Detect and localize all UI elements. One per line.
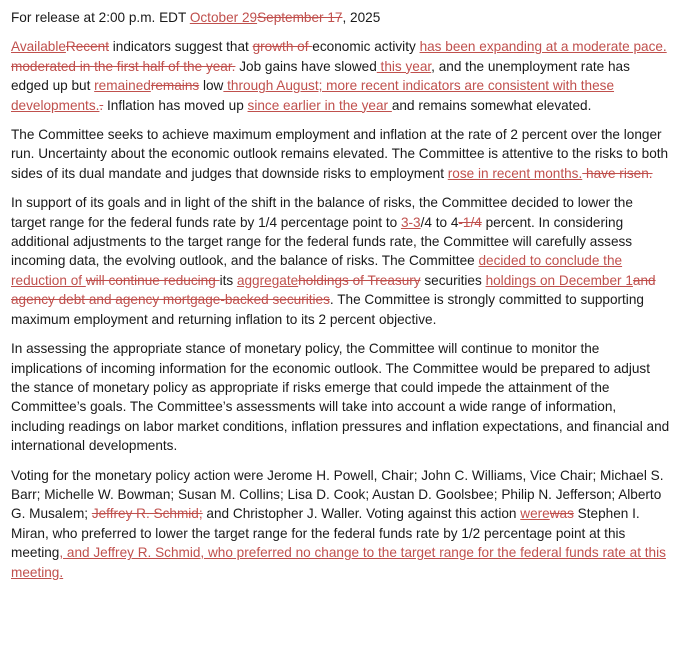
insertion: holdings on December 1: [485, 272, 633, 288]
insertion: were: [520, 506, 550, 522]
insertion: decided to conclude the reduction of: [11, 253, 623, 288]
paragraph-economic-activity: [11, 37, 670, 115]
deletion: was: [549, 506, 574, 522]
insertion: through August; more recent indicators are consistent with these developments.: [11, 78, 615, 113]
body-text: and remains somewhat elevated.: [391, 97, 592, 113]
paragraph-rate-decision: [11, 193, 670, 329]
body-text: economic activity: [312, 39, 420, 55]
release-year: , 2025: [342, 10, 381, 25]
deletion: will continue reducing: [85, 272, 220, 288]
insertion: rose in recent months.: [447, 165, 583, 181]
insertion: this year: [376, 58, 432, 74]
body-text: and Christopher J. Waller. Voting against this action: [202, 506, 521, 522]
deletion: growth of: [252, 39, 313, 55]
insertion: 3-3: [400, 214, 421, 230]
body-text: indicators suggest that: [109, 39, 253, 55]
body-text: /4 to 4: [420, 214, 459, 230]
insertion: remained: [94, 78, 151, 94]
deletion: and agency debt and agency mortgage-backed securities: [11, 272, 656, 308]
deletion: holdings of Treasury: [298, 272, 421, 288]
deletion: Jeffrey R. Schmid;: [91, 506, 203, 522]
insertion: has been expanding at a moderate pace.: [419, 39, 667, 55]
paragraph-voting: [11, 466, 670, 582]
deletion: have risen.: [582, 165, 653, 181]
deletion: moderated in the first half of the year.: [11, 58, 236, 74]
insertion: aggregate: [236, 272, 299, 288]
deletion: remains: [150, 78, 200, 94]
body-text: Inflation has moved up: [103, 97, 248, 113]
body-text: The Committee seeks to achieve maximum employment and inflation at the rate of 2 percent over the longer run. Uncertainty about the economic outlook remains elevated. The Committee is attentive to the risks to both sides of its dual mandate and judges that downside risks to employment: [11, 127, 669, 181]
body-text: , and the unemployment rate has edged up but: [11, 58, 630, 94]
paragraph-policy-stance: [11, 339, 670, 455]
insertion: since earlier in the year: [247, 97, 392, 113]
insertion: October 29: [189, 10, 258, 25]
deletion: Recent: [65, 39, 109, 55]
deletion: .: [99, 97, 104, 113]
body-text: low: [199, 78, 224, 94]
deletion: -1/4: [458, 214, 482, 230]
release-line: [11, 8, 670, 27]
body-text: percent. In considering additional adjustments to the target range for the federal funds rate, the Committee will carefully assess incoming data, the evolving outlook, and the balance of risks. The Committee: [11, 214, 633, 269]
body-text: In support of its goals and in light of the shift in the balance of risks, the Committee decided to lower the target range for the federal funds rate by 1/4 percentage point to: [11, 195, 633, 230]
deletion: September 17: [257, 10, 343, 25]
insertion: , and Jeffrey R. Schmid, who preferred no change to the target range for the federal funds rate at this meeting.: [11, 545, 666, 580]
paragraph-dual-mandate: [11, 125, 670, 183]
insertion: Available: [11, 39, 66, 55]
body-text: Job gains have slowed: [235, 58, 377, 74]
body-text: securities: [420, 272, 486, 288]
body-text: Voting for the monetary policy action were Jerome H. Powell, Chair; John C. Williams, Vice Chair; Michael S. Barr; Michelle W. Bowman; Susan M. Collins; Lisa D. Cook; Austan D. Goolsbee; Philip N. Jefferson; Alberto G. Musalem;: [11, 467, 664, 522]
release-text: For release at 2:00 p.m. EDT: [11, 10, 190, 25]
body-text: Stephen I. Miran, who preferred to lower the target range for the federal funds rate by 1/2 percentage point at this meeting: [11, 506, 640, 561]
body-text: In assessing the appropriate stance of monetary policy, the Committee will continue to monitor the implications of incoming information for the economic outlook. The Committee would be prepared to adjust the stance of monetary policy as appropriate if risks emerge that could impede the attainment of the Committee’s goals. The Committee’s assessments will take into account a wide range of information, including readings on labor market conditions, inflation pressures and inflation expectations, and financial and international developments.: [11, 341, 670, 454]
body-text: its: [219, 272, 237, 288]
body-text: . The Committee is strongly committed to supporting maximum employment and returning inflation to its 2 percent objective.: [11, 292, 644, 327]
